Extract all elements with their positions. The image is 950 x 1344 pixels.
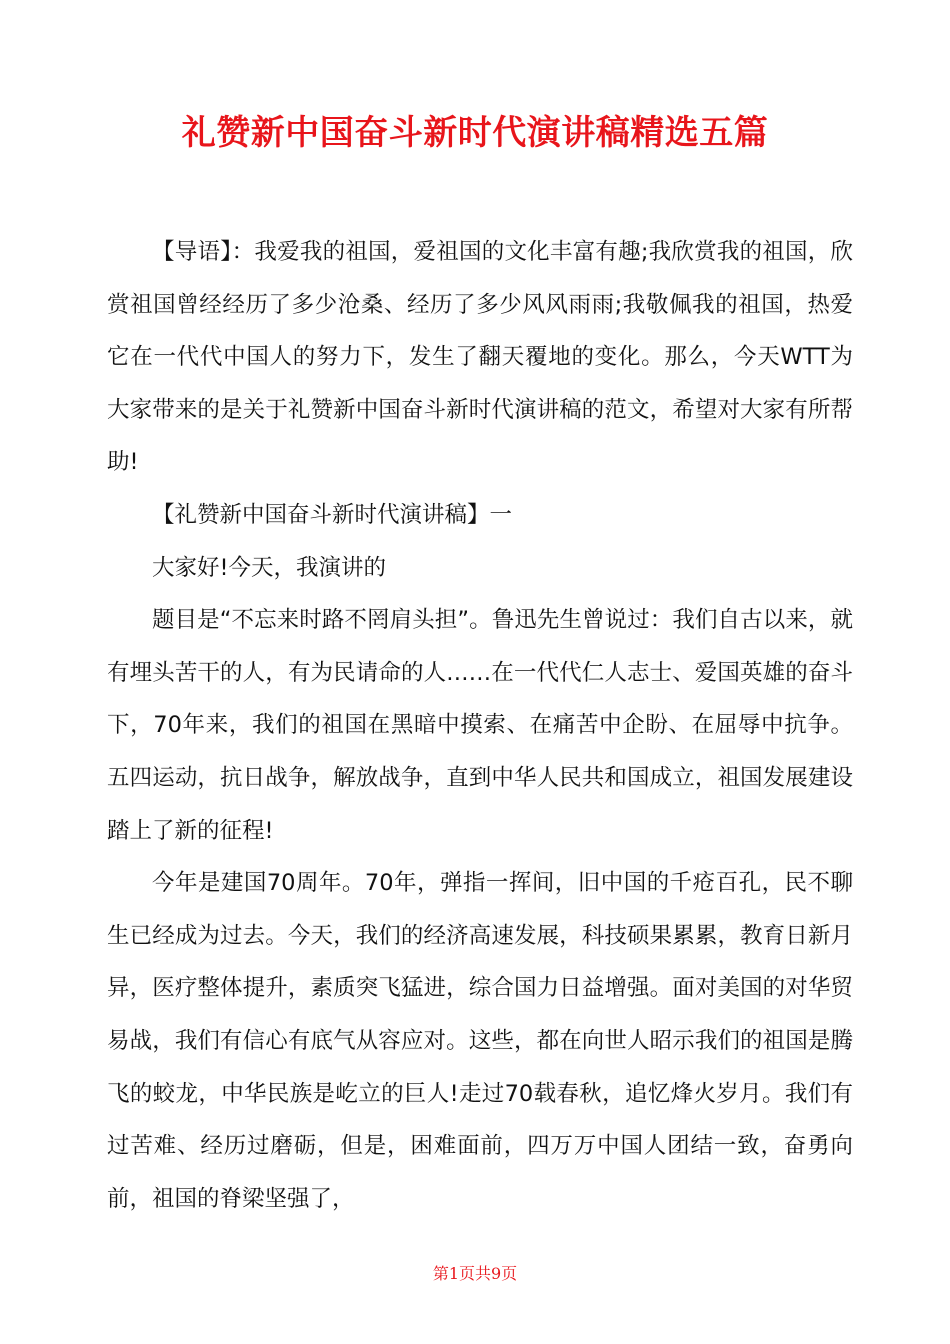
document-title: 礼赞新中国奋斗新时代演讲稿精选五篇	[181, 113, 769, 153]
page-number-footer: 第1页共9页	[432, 1264, 518, 1283]
document-body	[107, 226, 853, 1225]
paragraph-anniversary: 今年是建国70周年。70年，弹指一挥间，旧中国的千疮百孔，民不聊生已经成为过去。今天，我们的经济高速发展，科技硕果累累，教育日新月异，医疗整体提升，素质突飞猛进，综合国力日益增强。面对美国的对华贸易战，我们有信心有底气从容应对。这些，都在向世人昭示我们的祖国是腾飞的蛟龙，中华民族是屹立的巨人!走过70载春秋，追忆烽火岁月。我们有过苦难、经历过磨砺，但是，困难面前，四万万中国人团结一致，奋勇向前，祖国的脊梁坚强了，	[107, 870, 853, 1212]
paragraph-topic: 题目是“不忘来时路不罔肩头担”。鲁迅先生曾说过：我们自古以来，就有埋头苦干的人，有为民请命的人……在一代代仁人志士、爱国英雄的奋斗下，70年来，我们的祖国在黑暗中摸索、在痛苦中企盼、在屈辱中抗争。五四运动，抗日战争，解放战争，直到中华人民共和国成立，祖国发展建设踏上了新的征程!	[107, 607, 853, 844]
paragraph-greeting: 大家好!今天，我演讲的	[152, 554, 387, 581]
paragraph-section-heading: 【礼赞新中国奋斗新时代演讲稿】一	[152, 501, 513, 528]
paragraph-intro: 【导语】：我爱我的祖国，爱祖国的文化丰富有趣;我欣赏我的祖国，欣赏祖国曾经经历了多少沧桑、经历了多少风风雨雨;我敬佩我的祖国，热爱它在一代代中国人的努力下，发生了翻天覆地的变化。那么，今天WTT为大家带来的是关于礼赞新中国奋斗新时代演讲稿的范文，希望对大家有所帮助!	[107, 239, 853, 476]
